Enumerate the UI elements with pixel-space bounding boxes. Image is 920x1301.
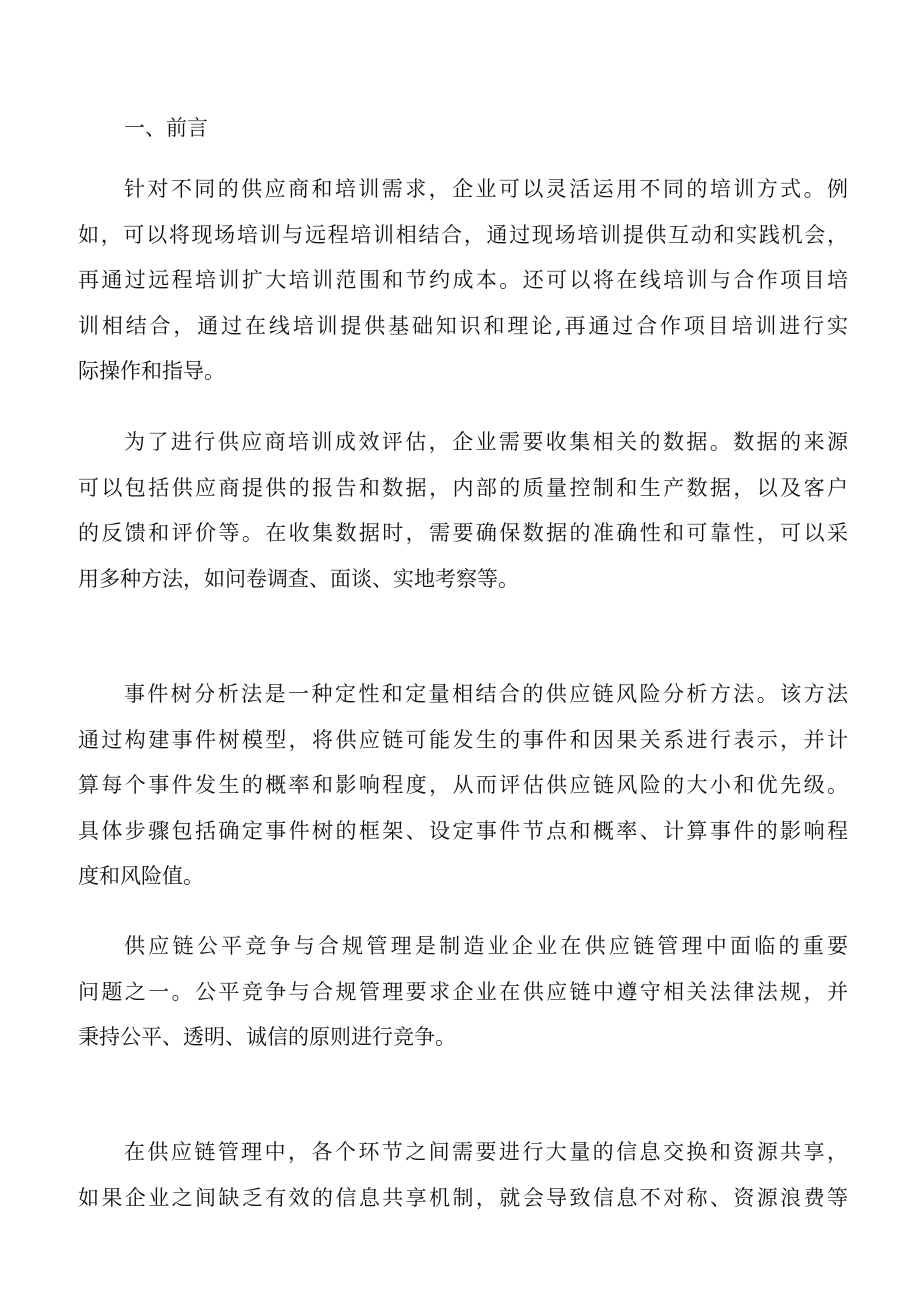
paragraph-line: 再通过远程培训扩大培训范围和节约成本。还可以将在线培训与合作项目培 [78, 268, 848, 292]
paragraph-line: 供应链公平竞争与合规管理是制造业企业在供应链管理中面临的重要 [124, 934, 848, 958]
paragraph-line: 针对不同的供应商和培训需求，企业可以灵活运用不同的培训方式。例 [124, 177, 848, 201]
paragraph-line: 通过构建事件树模型，将供应链可能发生的事件和因果关系进行表示，并计 [78, 727, 848, 752]
paragraph-line: 用多种方法，如问卷调查、面谈、实地考察等。 [78, 566, 519, 591]
section-heading: 一、前言 [124, 116, 208, 140]
paragraph-fair-competition [78, 924, 848, 1061]
paragraph-line: 可以包括供应商提供的报告和数据，内部的质量控制和生产数据，以及客户 [78, 475, 848, 500]
paragraph-line: 具体步骤包括确定事件树的框架、设定事件节点和概率、计算事件的影响程 [78, 818, 848, 843]
paragraph-line: 为了进行供应商培训成效评估，企业需要收集相关的数据。数据的来源 [124, 430, 848, 454]
paragraph-line: 在供应链管理中，各个环节之间需要进行大量的信息交换和资源共享， [124, 1140, 848, 1164]
paragraph-line: 如，可以将现场培训与远程培训相结合，通过现场培训提供互动和实践机会， [78, 222, 848, 247]
paragraph-line: 秉持公平、透明、诚信的原则进行竞争。 [78, 1025, 456, 1049]
paragraph-line: 的反馈和评价等。在收集数据时，需要确保数据的准确性和可靠性，可以采 [78, 521, 848, 545]
paragraph-line: 算每个事件发生的概率和影响程度，从而评估供应链风险的大小和优先级。 [78, 773, 848, 797]
paragraph-line: 问题之一。公平竞争与合规管理要求企业在供应链中遵守相关法律法规，并 [78, 979, 848, 1004]
paragraph-line: 如果企业之间缺乏有效的信息共享机制，就会导致信息不对称、资源浪费等 [78, 1185, 848, 1210]
paragraph-line: 事件树分析法是一种定性和定量相结合的供应链风险分析方法。该方法 [124, 682, 848, 706]
paragraph-information-sharing [78, 1130, 848, 1221]
paragraph-line: 际操作和指导。 [78, 359, 225, 383]
paragraph-evaluation-data [78, 420, 848, 602]
paragraph-event-tree [78, 672, 848, 900]
paragraph-line: 训相结合，通过在线培训提供基础知识和理论,再通过合作项目培训进行实 [78, 313, 848, 338]
paragraph-training-methods [78, 167, 848, 395]
paragraph-line: 度和风险值。 [78, 864, 204, 888]
